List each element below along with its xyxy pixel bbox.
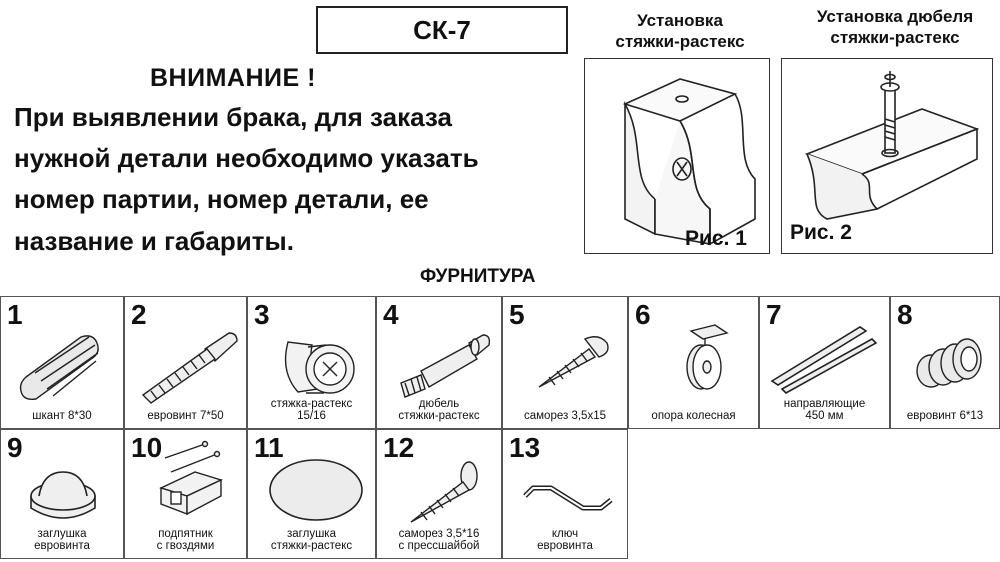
notice-line-3: номер партии, номер детали, ее <box>14 184 429 214</box>
part-cell-12 <box>376 429 502 559</box>
attention-heading: ВНИМАНИЕ ! <box>150 64 316 92</box>
part-name: саморез 3,5*16 с прессшайбой <box>398 528 480 552</box>
euroscrew-nut-icon <box>891 297 1000 407</box>
part-cell-7 <box>759 296 890 429</box>
part-name: направляющие 450 мм <box>783 398 866 422</box>
hardware-section-title: ФУРНИТУРА <box>420 266 536 287</box>
figure-1 <box>584 58 770 254</box>
part-name: подпятник с гвоздями <box>156 528 215 552</box>
part-cell-9 <box>0 429 124 559</box>
part-number: 1 <box>7 299 23 330</box>
notice-line-4: название и габариты. <box>14 226 294 256</box>
figure-2-label: Рис. 2 <box>790 221 852 244</box>
euroscrew-icon <box>125 297 248 407</box>
cam-lock-install-illustration <box>585 59 771 255</box>
washer-screw-icon <box>377 430 503 540</box>
model-title: СК-7 <box>316 6 568 54</box>
part-number: 3 <box>254 299 270 330</box>
part-number: 8 <box>897 299 913 330</box>
part-cell-4 <box>376 296 502 429</box>
part-cell-11 <box>247 429 376 559</box>
part-cell-8 <box>890 296 1000 429</box>
part-name: саморез 3,5х15 <box>524 410 606 422</box>
part-number: 12 <box>383 432 415 463</box>
caster-wheel-icon <box>629 297 760 407</box>
cam-dowel-icon <box>377 297 503 407</box>
part-name: стяжка-растекс 15/16 <box>270 398 353 422</box>
part-number: 2 <box>131 299 147 330</box>
part-number: 7 <box>766 299 782 330</box>
part-cell-3 <box>247 296 376 429</box>
part-name: дюбель стяжки-растекс <box>398 398 480 422</box>
part-number: 11 <box>254 432 284 463</box>
notice-line-2: нужной детали необходимо указать <box>14 143 479 173</box>
part-cell-13 <box>502 429 628 559</box>
part-number: 6 <box>635 299 651 330</box>
part-cell-5 <box>502 296 628 429</box>
figure-1-label: Рис. 1 <box>685 227 747 250</box>
part-name: евровинт 6*13 <box>906 410 984 422</box>
part-name: евровинт 7*50 <box>147 410 224 422</box>
part-name: ключ евровинта <box>537 528 593 552</box>
cam-cap-icon <box>248 430 377 540</box>
drawer-slides-icon <box>760 297 891 407</box>
figure-2 <box>781 58 993 254</box>
dowel-icon <box>1 297 125 407</box>
part-name: шкант 8*30 <box>32 410 92 422</box>
cam-lock-icon <box>248 297 377 407</box>
hex-key-icon <box>503 430 629 540</box>
part-number: 4 <box>383 299 399 330</box>
notice-line-1: При выявлении брака, для заказа <box>14 102 452 132</box>
part-number: 9 <box>7 432 23 463</box>
part-number: 5 <box>509 299 525 330</box>
part-cell-1 <box>0 296 124 429</box>
screw-cap-icon <box>1 430 125 540</box>
part-number: 10 <box>131 432 163 463</box>
part-name: заглушка стяжки-растекс <box>270 528 353 552</box>
self-tapping-screw-icon <box>503 297 629 407</box>
part-number: 13 <box>509 432 541 463</box>
furniture-glide-icon <box>125 430 248 540</box>
part-name: опора колесная <box>651 410 736 422</box>
part-cell-10 <box>124 429 247 559</box>
figure-1-caption: Установка стяжки-растекс <box>615 11 745 51</box>
figure-2-caption: Установка дюбеля стяжки-растекс <box>816 7 974 47</box>
part-cell-2 <box>124 296 247 429</box>
part-cell-6 <box>628 296 759 429</box>
part-name: заглушка евровинта <box>34 528 90 552</box>
